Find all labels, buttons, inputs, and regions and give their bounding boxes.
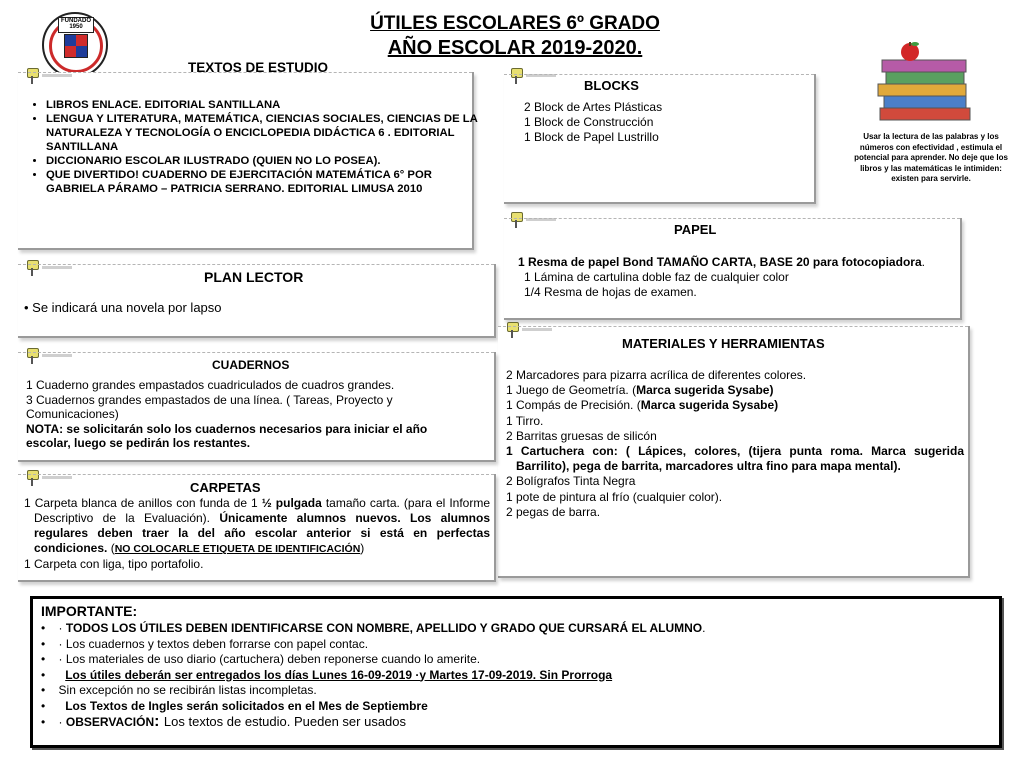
list-item: 1 pote de pintura al frío (cualquier color). xyxy=(506,489,723,504)
list-item: TODOS LOS ÚTILES DEBEN IDENTIFICARSE CON NOMBRE, APELLIDO Y GRADO QUE CURSARÁ EL ALUMNO xyxy=(65,621,703,635)
importante-title: IMPORTANTE: xyxy=(41,603,138,619)
list-item: 2 Block de Artes Plásticas xyxy=(524,100,663,114)
list-item: • LIBROS ENLACE. EDITORIAL SANTILLANA xyxy=(46,98,478,112)
pin-icon xyxy=(24,260,40,276)
list-item: 3 Cuadernos grandes empastados de una línea. ( Tareas, Proyecto y Comunicaciones) xyxy=(26,392,393,421)
carpetas-title: CARPETAS xyxy=(190,480,261,495)
list-item: Los materiales de uso diario (cartuchera) deben reponerse cuando lo amerite. xyxy=(65,652,481,666)
pin-icon xyxy=(504,322,520,338)
cuadernos-title: CUADERNOS xyxy=(212,358,290,372)
materiales-box xyxy=(498,326,970,578)
papel-item-3: 1/4 Resma de hojas de examen. xyxy=(524,285,697,299)
logo-text: FUNDADO 1950 xyxy=(58,17,94,33)
textos-box xyxy=(18,60,478,250)
cuadernos-nota: NOTA: se solicitarán solo los cuadernos necesarios para iniciar el año escolar, luego se pedirán los restantes. xyxy=(26,421,428,450)
blocks-title: BLOCKS xyxy=(584,78,639,93)
list-item: Los cuadernos y textos deben forrarse con papel contac. xyxy=(65,636,369,651)
deadline-note: Los útiles deberán ser entregados los días Lunes 16-09-2019 ·y Martes 17-09-2019. Sin Prorroga xyxy=(65,667,613,682)
list-item: 2 Barritas gruesas de silicón xyxy=(506,428,657,443)
title-line-2: AÑO ESCOLAR 2019-2020. xyxy=(387,37,643,59)
importante-list: • · TODOS LOS ÚTILES DEBEN IDENTIFICARSE CON NOMBRE, APELLIDO Y GRADO QUE CURSARÁ EL ALUMNO. • · Los cuadernos y textos deben forrarse con papel contac. • · Los materiales de uso diario (cartuchera) deben reponerse cuando lo amerite. • Los útiles deberán ser entregados los días Lunes 16-09-2019 ·y Martes 17-09-2019. Sin Prorroga • Sin excepción no se recibirán listas incompletas. • Los Textos de Ingles serán solicitados en el Mes de Septiembre • · OBSERVACIÓN: Los textos de estudio. Pueden ser usados xyxy=(41,621,706,730)
cuadernos-list xyxy=(26,378,466,451)
materiales-list: 2 Marcadores para pizarra acrílica de diferentes colores. 1 Juego de Geometría. (Marca sugerida Sysabe) 1 Compás de Precisión. (Marca sugerida Sysabe) 1 Tirro. 2 Barritas gruesas de silicón 1 Cartuchera con: ( Lápices, colores, (tijera punta roma. Marca sugerida Barrilito), pega de barrita, marcadores ultra fino para mapa mental). 2 Bolígrafos Tinta Negra 1 pote de pintura al frío (cualquier color). 2 pegas de barra. xyxy=(506,368,964,519)
brand-note: Marca sugerida Sysabe) xyxy=(636,383,774,398)
papel-box xyxy=(504,218,962,320)
cuadernos-box xyxy=(18,352,496,462)
list-item-text: Sin excepción no se recibirán listas incompletas. xyxy=(58,683,317,697)
list-item xyxy=(59,683,317,697)
observacion-text: Los textos de estudio. Pueden ser usados xyxy=(163,714,407,729)
pin-icon xyxy=(24,68,40,84)
motivational-quote: Usar la lectura de las palabras y los números con efectividad , estimula el potencial para aprender. No deje que los libros y las matemáticas le intimiden: existen para servirle. xyxy=(854,132,1008,183)
carpetas-box xyxy=(18,474,496,582)
textos-list xyxy=(24,98,478,196)
observacion-label: OBSERVACIÓN xyxy=(65,715,155,729)
plan-title: PLAN LECTOR xyxy=(204,269,304,285)
papel-item-1: 1 Resma de papel Bond TAMAÑO CARTA, BASE 20 para fotocopiadora xyxy=(518,255,922,269)
materiales-title: MATERIALES Y HERRAMIENTAS xyxy=(622,336,825,351)
list-item: Los Textos de Ingles serán solicitados en el Mes de Septiembre xyxy=(65,698,428,713)
list-item: 1 Cartuchera con: ( Lápices, colores, (tijera punta roma. Marca sugerida Barrilito), pega de barrita, marcadores ultra fino para mapa mental). xyxy=(506,444,964,474)
page-title xyxy=(300,12,730,60)
papel-title: PAPEL xyxy=(674,222,717,237)
pin-icon xyxy=(24,348,40,364)
list-item: 2 pegas de barra. xyxy=(506,504,601,519)
textos-title: TEXTOS DE ESTUDIO xyxy=(188,60,329,75)
list-item: • LENGUA Y LITERATURA, MATEMÁTICA, CIENCIAS SOCIALES, CIENCIAS DE LA NATURALEZA Y TECNOLOGÍA O ENCICLOPEDIA DIDÁCTICA 6 . EDITORIAL SANTILLANA xyxy=(46,112,478,154)
blocks-box xyxy=(504,74,816,204)
list-item: 1 Cuaderno grandes empastados cuadriculados de cuadros grandes. xyxy=(26,378,395,392)
school-logo-icon xyxy=(42,12,108,78)
list-item: 1 Carpeta con liga, tipo portafolio. xyxy=(24,557,204,571)
plan-box xyxy=(18,264,496,338)
plan-item: • Se indicará una novela por lapso xyxy=(24,300,222,315)
blocks-list xyxy=(524,100,662,145)
list-item: 1 Block de Construcción xyxy=(524,115,654,129)
pin-icon xyxy=(24,470,40,486)
carpetas-list: 1 Carpeta blanca de anillos con funda de 1 ½ pulgada tamaño carta. (para el Informe Descriptivo de la Evaluación). Únicamente alumnos nuevos. Los alumnos regulares deben traer la del año escolar anterior si está en perfectas condiciones. (NO COLOCARLE ETIQUETA DE IDENTIFICACIÓN) 1 Carpeta con liga, tipo portafolio. xyxy=(24,496,491,571)
importante-box xyxy=(30,596,1002,748)
list-item: • DICCIONARIO ESCOLAR ILUSTRADO (QUIEN NO LO POSEA). xyxy=(46,154,478,168)
brand-note: Marca sugerida Sysabe) xyxy=(640,398,779,413)
list-item: 1 Block de Papel Lustrillo xyxy=(524,130,659,144)
title-line-1: ÚTILES ESCOLARES 6º GRADO xyxy=(370,13,660,34)
pin-icon xyxy=(508,212,524,228)
papel-list: 1 Resma de papel Bond TAMAÑO CARTA, BASE 20 para fotocopiadora. 1 Lámina de cartulina doble faz de cualquier color 1/4 Resma de hojas de examen. xyxy=(518,255,925,299)
list-item: 2 Bolígrafos Tinta Negra xyxy=(506,474,636,489)
list-item: 1 Tirro. xyxy=(506,413,544,428)
books-apple-icon xyxy=(870,42,980,132)
pin-icon xyxy=(508,68,524,84)
papel-item-2: 1 Lámina de cartulina doble faz de cualquier color xyxy=(524,270,789,284)
list-item: 2 Marcadores para pizarra acrílica de diferentes colores. xyxy=(506,368,807,382)
list-item: • QUE DIVERTIDO! CUADERNO DE EJERCITACIÓN MATEMÁTICA 6° POR GABRIELA PÁRAMO – PATRICIA SERRANO. EDITORIAL LIMUSA 2010 xyxy=(46,168,478,196)
